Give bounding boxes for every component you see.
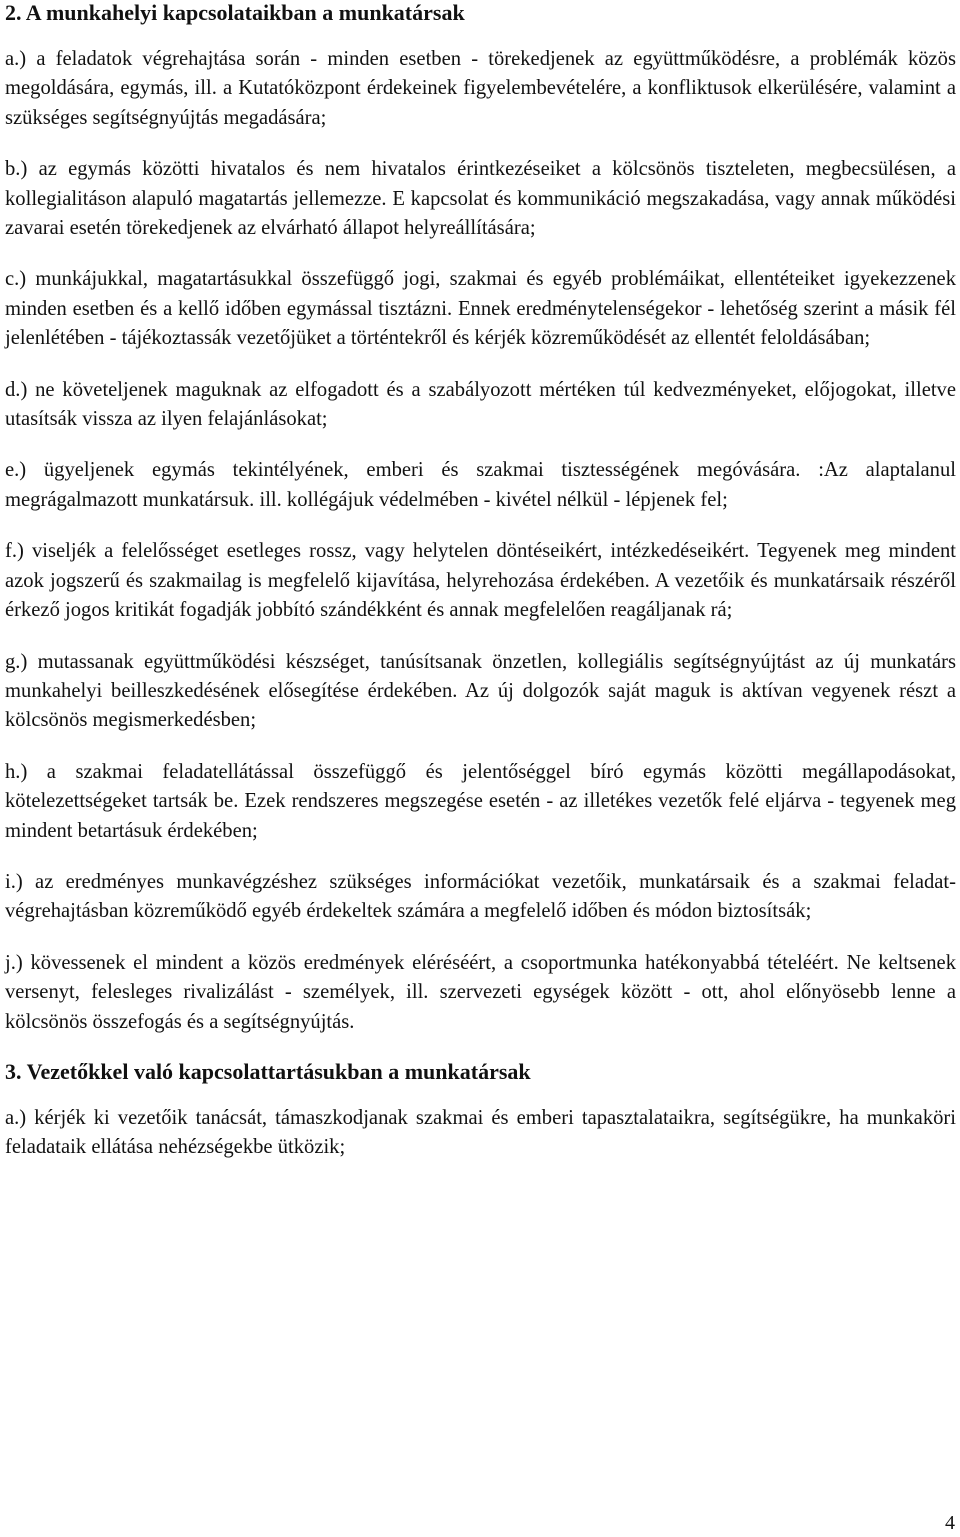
section-3-heading: 3. Vezetőkkel való kapcsolattartásukban a munkatársak — [5, 1058, 531, 1084]
paragraph-2i: i.) az eredményes munkavégzéshez szükséges információkat vezetőik, munkatársaik és a szakmai feladat-végrehajtásban közreműködő egyéb érdekeltek számára a megfelelő időben és módon biztosítsák; — [5, 870, 956, 923]
paragraph-2e: e.) ügyeljenek egymás tekintélyének, emberi és szakmai tisztességének megóvására. :Az alaptalanul megrágalmazott munkatársuk. ill. kollégájuk védelmében - kivétel nélkül - lépjenek fel; — [5, 459, 956, 511]
page-number: 4 — [945, 1512, 955, 1534]
paragraph-2h: h.) a szakmai feladatellátással összefüggő és jelentőséggel bíró egymás közötti megállapodásokat, kötelezettségeket tartsák be. Ezek rendszeres megszegése esetén - az illetékes vezetők felé eljárva - tegyenek meg mindent betartásuk érdekében; — [5, 760, 956, 842]
paragraph-2c: c.) munkájukkal, magatartásukkal összefüggő jogi, szakmai és egyéb problémáikat, ellentéteiket igyekezzenek minden esetben és a kellő időben egymással tisztázni. Ennek eredménytelenségekor - lehetőség szerint a másik fél jelenlétében - tájékoztassák vezetőjüket a történtekről és kérjék közreműködését az ellentét feloldásában; — [5, 268, 956, 350]
paragraph-2a: a.) a feladatok végrehajtása során - minden esetben - törekedjenek az együttműködésre, a problémák közös megoldására, egymás, ill. a Kutatóközpont érdekeinek figyelembevételére, a konfliktusok elkerülésére, valamint a szükséges segítségnyújtás megadására; — [5, 48, 956, 129]
paragraph-2b: b.) az egymás közötti hivatalos és nem hivatalos érintkezéseiket a kölcsönös tiszteleten, megbecsülésen, a kollegialitáson alapuló magatartás jellemezze. E kapcsolat és kommunikáció megszakadása, vagy annak működési zavarai esetén törekedjenek az elvárható állapot helyreállítására; — [5, 158, 956, 240]
paragraph-2d: d.) ne követeljenek maguknak az elfogadott és a szabályozott mértéken túl kedvezményeket, előjogokat, illetve utasítsák vissza az ilyen felajánlásokat; — [5, 378, 956, 431]
paragraph-2g: g.) mutassanak együttműködési készséget, tanúsítsanak önzetlen, kollegiális segítségnyújtást az új munkatárs munkahelyi beilleszkedésének elősegítése érdekében. Az új dolgozók saját maguk is aktívan vegyenek részt a kölcsönös megismerkedésben; — [5, 650, 956, 732]
paragraph-3a: a.) kérjék ki vezetőik tanácsát, támaszkodjanak szakmai és emberi tapasztalataikra, segítségükre, ha munkaköri feladataik ellátása nehézségekbe ütközik; — [5, 1106, 956, 1159]
section-3-list — [5, 1104, 956, 1163]
document-page — [5, 0, 956, 1163]
section-2-heading: 2. A munkahelyi kapcsolataikban a munkatársak — [5, 0, 465, 25]
section-2-list — [5, 45, 956, 1037]
paragraph-2j: j.) kövessenek el mindent a közös eredmények eléréséért, a csoportmunka hatékonyabbá tételéért. Ne keltsenek versenyt, felesleges rivalizálást - személyek, ill. szervezeti egységek között - ott, ahol előnyösebb lenne a kölcsönös összefogás és a segítségnyújtás. — [5, 951, 956, 1033]
paragraph-2f: f.) viseljék a felelősséget esetleges rossz, vagy helytelen döntéseikért, intézkedéseikért. Tegyenek meg mindent azok jogszerű és szakmailag is megfelelő kijavítása, helyrehozása érdekében. A vezetőik és munkatársaik részéről érkező jogos kritikát fogadják jobbító szándékként és annak megfelelően reagáljanak rá; — [5, 540, 956, 622]
